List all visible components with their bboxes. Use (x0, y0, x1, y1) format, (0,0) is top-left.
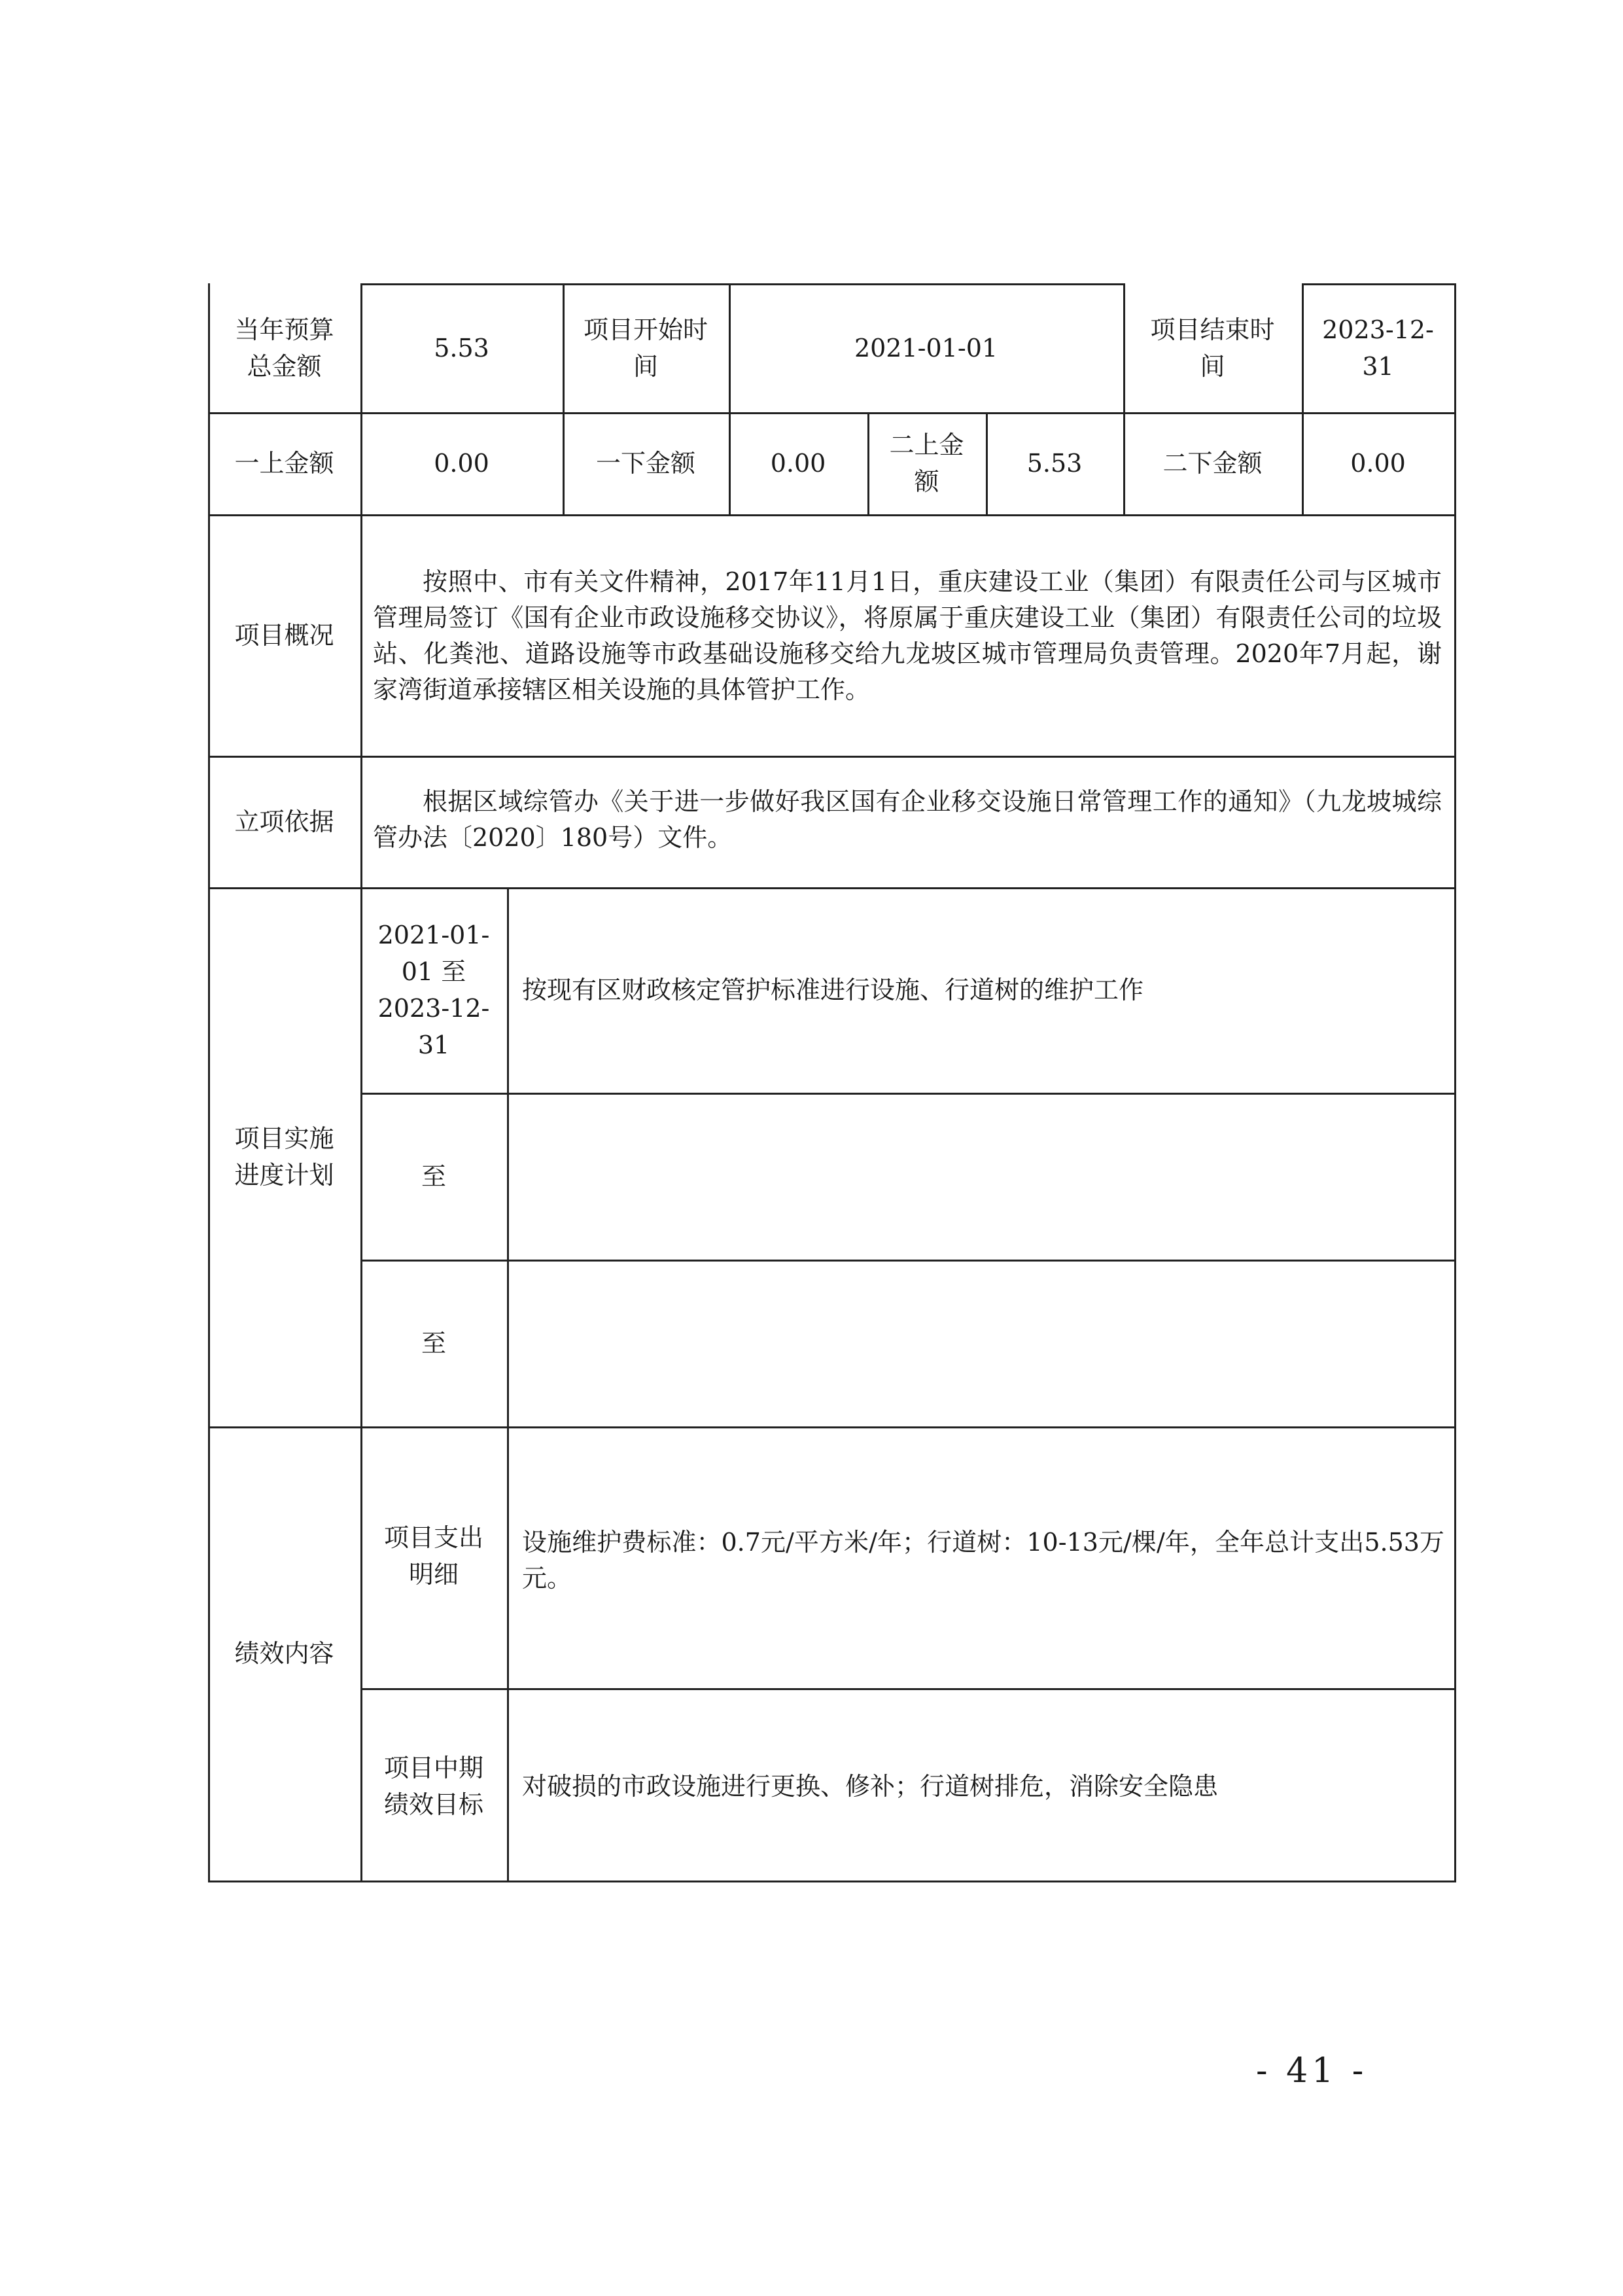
schedule-period-1: 2021-01- 01 至 2023-12- 31 (377, 921, 490, 1059)
amount-label-3: 二上金 额 (889, 431, 964, 496)
amount-value-1: 0.00 (434, 449, 489, 478)
table-line (1454, 283, 1456, 1882)
schedule-content-1: 按现有区财政核定管护标准进行设施、行道树的维护工作 (522, 976, 1144, 1004)
amount-value-3: 5.53 (1026, 449, 1083, 478)
midterm-goal-label: 项目中期 绩效目标 (383, 1754, 483, 1819)
table-line (208, 1881, 1456, 1882)
amount-value-4: 0.00 (1350, 449, 1406, 478)
basis-label: 立项依据 (234, 807, 334, 836)
amount-value-2: 0.00 (770, 449, 826, 478)
page-number: - 41 - (1256, 2051, 1368, 2091)
table-line (208, 756, 1456, 758)
schedule-period-3: 至 (421, 1328, 446, 1358)
table-line (507, 1426, 509, 1882)
table-line (507, 887, 509, 1426)
amount-label-2: 一下金额 (595, 449, 695, 478)
amount-label-1: 一上金额 (234, 449, 334, 478)
table-line (208, 1426, 1456, 1428)
budget-total-label: 当年预算 总金额 (234, 315, 334, 381)
start-date-label: 项目开始时 间 (583, 315, 708, 381)
table-line (360, 1260, 1456, 1262)
table-line (208, 514, 1456, 516)
end-date-label: 项目结束时 间 (1150, 315, 1275, 381)
start-date-value: 2021-01-01 (854, 333, 998, 362)
table-line (360, 1093, 1456, 1095)
expense-detail-text: 设施维护费标准：0.7元/平方米/年；行道树：10-13元/棵/年，全年总计支出5.53万元。 (522, 1528, 1444, 1593)
budget-total-value: 5.53 (434, 333, 489, 362)
schedule-period-2: 至 (421, 1161, 446, 1191)
midterm-goal-text: 对破损的市政设施进行更换、修补；行道树排危，消除安全隐患 (522, 1772, 1219, 1801)
overview-text: 按照中、市有关文件精神，2017年11月1日，重庆建设工业（集团）有限责任公司与区城市管理局签订《国有企业市政设施移交协议》，将原属于重庆建设工业（集团）有限责任公司的垃圾站、化粪池、道路设施等市政基础设施移交给九龙坡区城市管理局负责管理。2020年7月起，谢家湾街道承接辖区相关设施的具体管护工作。 (373, 567, 1442, 704)
expense-detail-label: 项目支出 明细 (383, 1523, 483, 1589)
schedule-label: 项目实施 进度计划 (234, 1124, 334, 1190)
performance-label: 绩效内容 (234, 1639, 334, 1668)
table-line (360, 1688, 1456, 1690)
overview-label: 项目概况 (234, 620, 334, 650)
basis-text: 根据区域综管办《关于进一步做好我区国有企业移交设施日常管理工作的通知》（九龙坡城综管办法〔2020〕180号）文件。 (373, 787, 1442, 852)
amount-label-4: 二下金额 (1162, 449, 1263, 478)
end-date-value: 2023-12- 31 (1322, 315, 1434, 381)
